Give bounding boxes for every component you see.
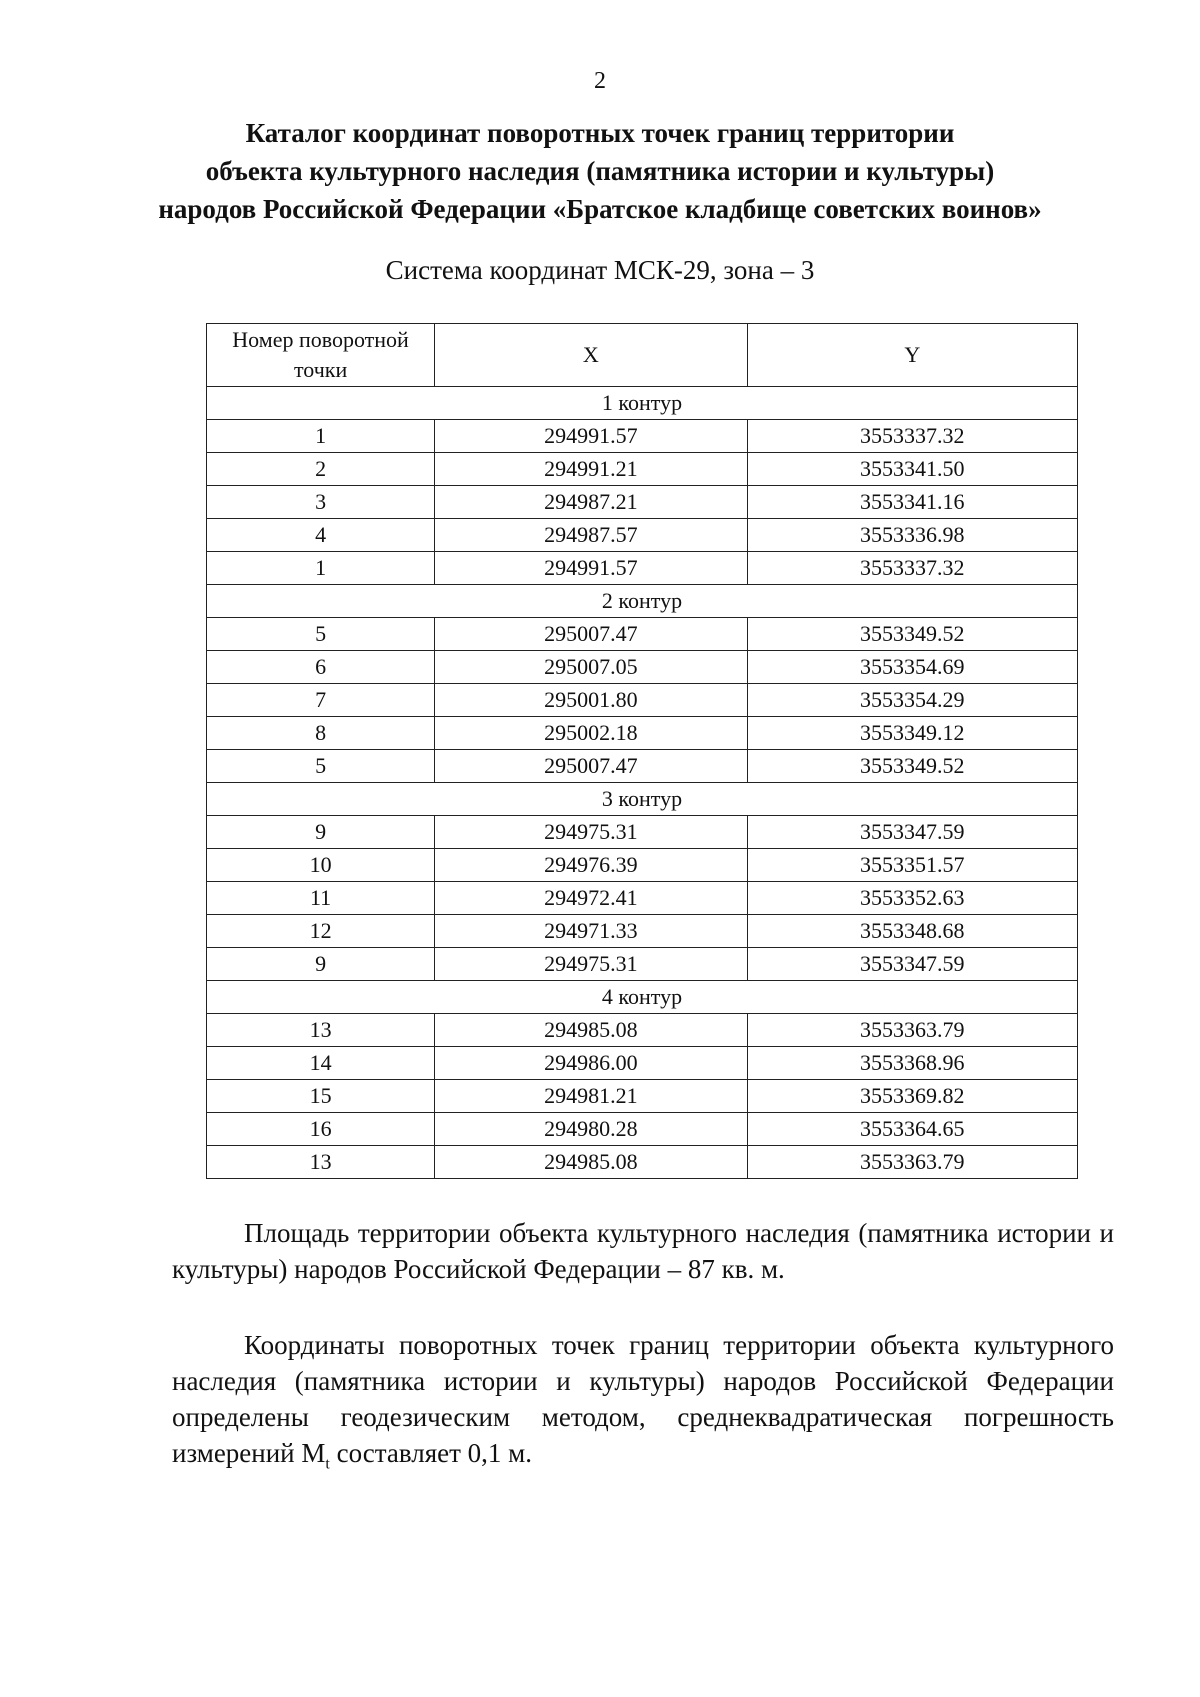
y-cell: 3553336.98 xyxy=(747,519,1077,552)
point-number-cell: 8 xyxy=(207,717,435,750)
table-row xyxy=(207,882,1078,915)
contour-row xyxy=(207,981,1078,1014)
point-number-cell: 13 xyxy=(207,1146,435,1179)
point-number-cell: 9 xyxy=(207,948,435,981)
point-number-cell: 13 xyxy=(207,1014,435,1047)
table-header-row xyxy=(207,324,1078,387)
y-cell: 3553352.63 xyxy=(747,882,1077,915)
x-cell: 294972.41 xyxy=(435,882,747,915)
x-cell: 294987.57 xyxy=(435,519,747,552)
contour-label: 3 контур xyxy=(207,783,1078,816)
table-row xyxy=(207,1146,1078,1179)
table-row xyxy=(207,816,1078,849)
y-cell: 3553347.59 xyxy=(747,948,1077,981)
y-cell: 3553349.52 xyxy=(747,618,1077,651)
contour-row xyxy=(207,387,1078,420)
x-cell: 294975.31 xyxy=(435,816,747,849)
header-y: Y xyxy=(747,324,1077,387)
x-cell: 294971.33 xyxy=(435,915,747,948)
page-number: 2 xyxy=(594,68,606,94)
y-cell: 3553348.68 xyxy=(747,915,1077,948)
point-number-cell: 5 xyxy=(207,750,435,783)
accuracy-text: Координаты поворотных точек границ территории объекта культурного наследия (памятника истории и культуры) народов Российской Федерации определены геодезическим методом, среднеквадратическая погрешность измерений M xyxy=(172,1330,1114,1468)
title-line-3: народов Российской Федерации «Братское кладбище советских воинов» xyxy=(158,194,1042,224)
y-cell: 3553337.32 xyxy=(747,552,1077,585)
point-number-cell: 9 xyxy=(207,816,435,849)
y-cell: 3553349.52 xyxy=(747,750,1077,783)
y-cell: 3553364.65 xyxy=(747,1113,1077,1146)
table-row xyxy=(207,552,1078,585)
x-cell: 295007.05 xyxy=(435,651,747,684)
y-cell: 3553341.50 xyxy=(747,453,1077,486)
table-row xyxy=(207,651,1078,684)
area-paragraph: Площадь территории объекта культурного наследия (памятника истории и культуры) народов Российской Федерации – 87 кв. м. xyxy=(172,1218,1114,1284)
contour-row xyxy=(207,783,1078,816)
y-cell: 3553337.32 xyxy=(747,420,1077,453)
x-cell: 294975.31 xyxy=(435,948,747,981)
header-x: X xyxy=(435,324,747,387)
x-cell: 294986.00 xyxy=(435,1047,747,1080)
x-cell: 294985.08 xyxy=(435,1014,747,1047)
table-row xyxy=(207,1080,1078,1113)
contour-label: 4 контур xyxy=(207,981,1078,1014)
x-cell: 294976.39 xyxy=(435,849,747,882)
point-number-cell: 14 xyxy=(207,1047,435,1080)
y-cell: 3553341.16 xyxy=(747,486,1077,519)
point-number-cell: 2 xyxy=(207,453,435,486)
x-cell: 294980.28 xyxy=(435,1113,747,1146)
table-row xyxy=(207,618,1078,651)
point-number-cell: 6 xyxy=(207,651,435,684)
point-number-cell: 11 xyxy=(207,882,435,915)
table-row xyxy=(207,1014,1078,1047)
coordinate-system-label: Система координат МСК-29, зона – 3 xyxy=(385,255,815,285)
title-line-2: объекта культурного наследия (памятника истории и культуры) xyxy=(205,156,995,186)
title-line-1: Каталог координат поворотных точек границ территории xyxy=(245,118,955,148)
x-cell: 294985.08 xyxy=(435,1146,747,1179)
y-cell: 3553368.96 xyxy=(747,1047,1077,1080)
point-number-cell: 12 xyxy=(207,915,435,948)
x-cell: 294991.57 xyxy=(435,420,747,453)
table-row xyxy=(207,750,1078,783)
point-number-cell: 15 xyxy=(207,1080,435,1113)
y-cell: 3553363.79 xyxy=(747,1014,1077,1047)
x-cell: 294987.21 xyxy=(435,486,747,519)
table-body xyxy=(207,387,1078,1179)
contour-label: 1 контур xyxy=(207,387,1078,420)
point-number-cell: 1 xyxy=(207,552,435,585)
y-cell: 3553354.69 xyxy=(747,651,1077,684)
y-cell: 3553347.59 xyxy=(747,816,1077,849)
point-number-cell: 1 xyxy=(207,420,435,453)
table-row xyxy=(207,1113,1078,1146)
accuracy-text-end: составляет 0,1 м. xyxy=(329,1438,533,1468)
x-cell: 295007.47 xyxy=(435,618,747,651)
y-cell: 3553369.82 xyxy=(747,1080,1077,1113)
y-cell: 3553354.29 xyxy=(747,684,1077,717)
x-cell: 295002.18 xyxy=(435,717,747,750)
table-row xyxy=(207,420,1078,453)
table-row xyxy=(207,1047,1078,1080)
coordinates-table xyxy=(206,323,1078,1179)
point-number-cell: 10 xyxy=(207,849,435,882)
y-cell: 3553349.12 xyxy=(747,717,1077,750)
point-number-cell: 5 xyxy=(207,618,435,651)
document-title xyxy=(60,114,1140,228)
point-number-cell: 4 xyxy=(207,519,435,552)
accuracy-subscript: t xyxy=(325,1455,330,1473)
table-row xyxy=(207,453,1078,486)
table-row xyxy=(207,717,1078,750)
point-number-cell: 3 xyxy=(207,486,435,519)
table-row xyxy=(207,948,1078,981)
point-number-cell: 7 xyxy=(207,684,435,717)
header-point-number: Номер поворотной точки xyxy=(207,324,435,387)
x-cell: 294991.21 xyxy=(435,453,747,486)
contour-label: 2 контур xyxy=(207,585,1078,618)
table-row xyxy=(207,684,1078,717)
contour-row xyxy=(207,585,1078,618)
table-row xyxy=(207,486,1078,519)
point-number-cell: 16 xyxy=(207,1113,435,1146)
x-cell: 294981.21 xyxy=(435,1080,747,1113)
x-cell: 295001.80 xyxy=(435,684,747,717)
y-cell: 3553363.79 xyxy=(747,1146,1077,1179)
x-cell: 295007.47 xyxy=(435,750,747,783)
table-row xyxy=(207,849,1078,882)
table-row xyxy=(207,519,1078,552)
y-cell: 3553351.57 xyxy=(747,849,1077,882)
x-cell: 294991.57 xyxy=(435,552,747,585)
table-row xyxy=(207,915,1078,948)
accuracy-paragraph xyxy=(172,1327,1114,1482)
